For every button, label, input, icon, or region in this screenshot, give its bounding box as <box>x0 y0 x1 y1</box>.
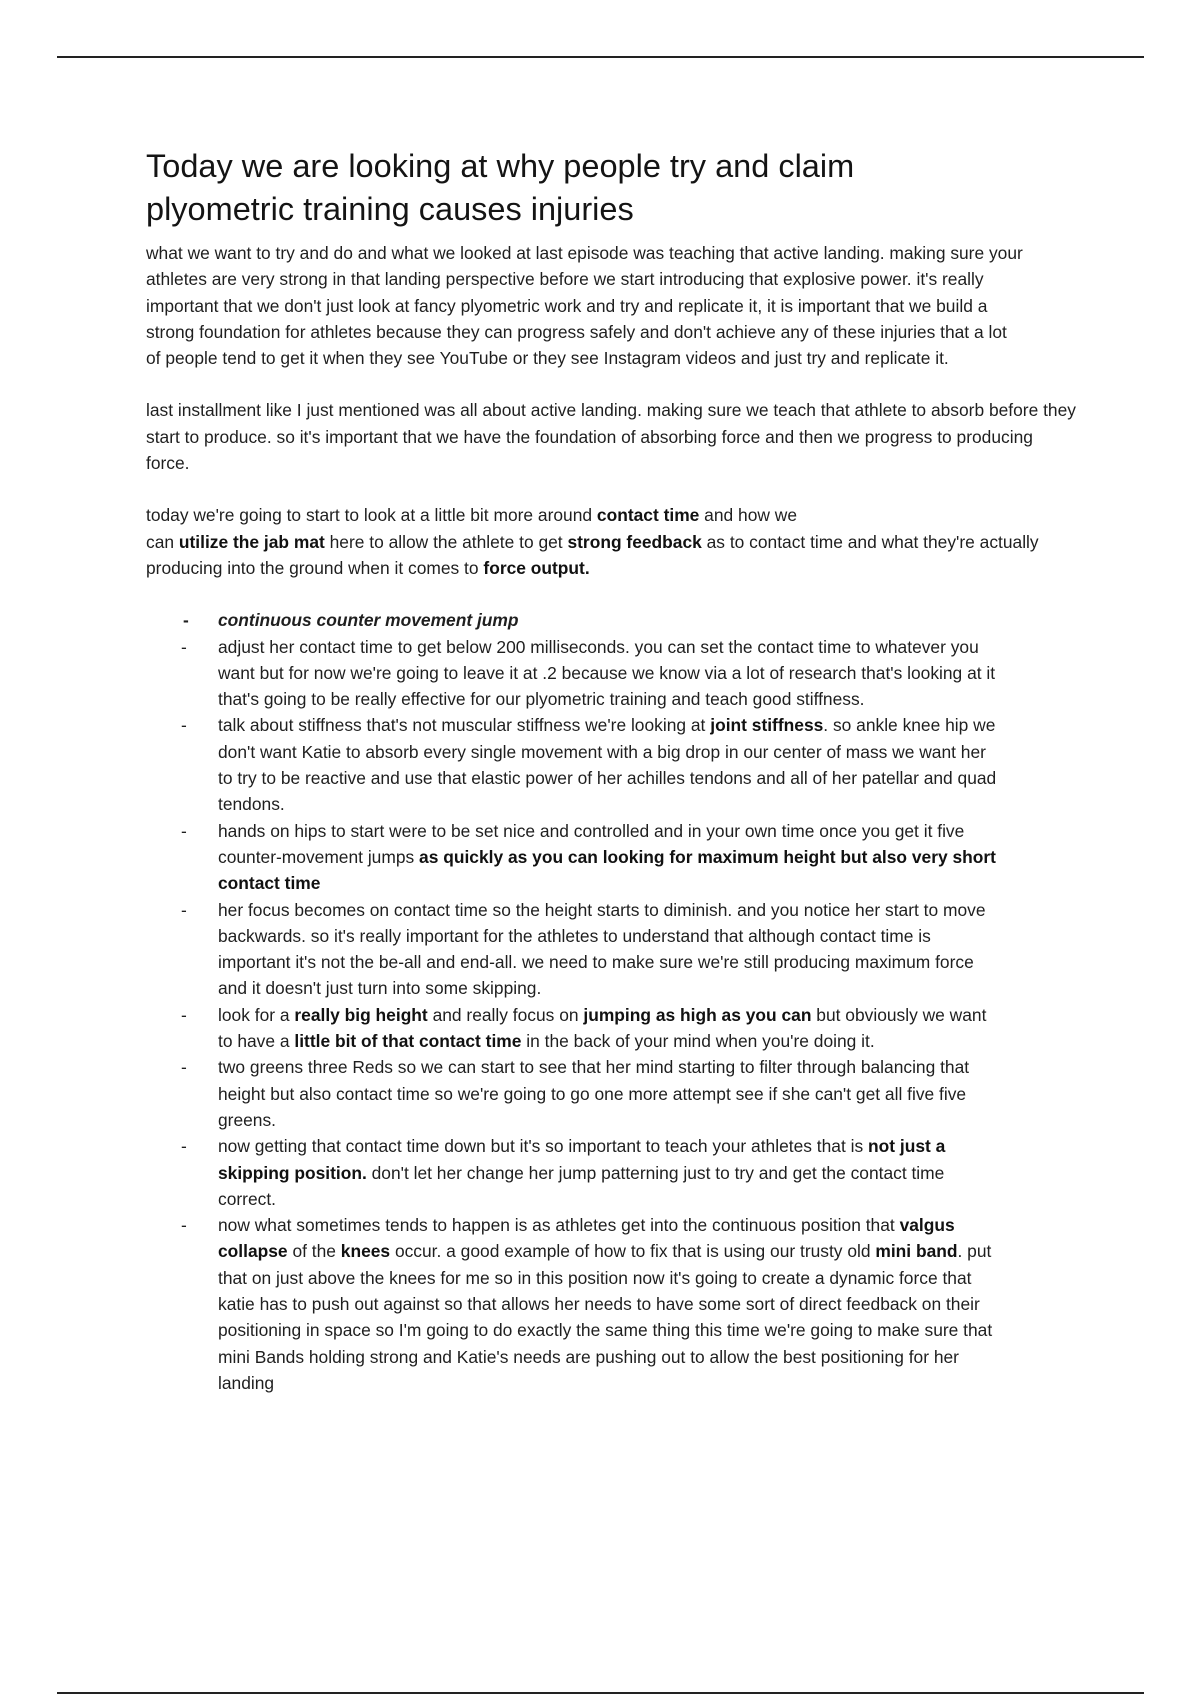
list-item <box>181 712 1005 817</box>
text-run: today we're going to start to look at a little bit more around <box>146 505 597 526</box>
bold-run: as quickly as you can looking for maximum height but also very short contact time <box>218 846 996 894</box>
list-item <box>181 634 1005 713</box>
text-run: and really focus on <box>427 1004 584 1025</box>
bullet-dash: - <box>181 1004 187 1025</box>
list-item <box>181 1133 1005 1212</box>
exercise-notes <box>181 634 1005 1397</box>
bold-run: utilize the jab mat <box>178 531 325 552</box>
text-run: don't let her change her jump patterning just to try and get the contact time correct. <box>218 1162 945 1209</box>
text-run: of the <box>287 1241 341 1262</box>
text-run: in the back of your mind when you're doing it. <box>521 1031 875 1052</box>
text-run: two greens three Reds so we can start to see that her mind starting to filter through balancing that height but also contact time so we're going to go one more attempt see if she can't get all five five greens. <box>218 1057 970 1130</box>
paragraph-gap <box>146 581 1076 607</box>
bullet-dash: - <box>181 820 187 841</box>
bullet-dash: - <box>181 1057 187 1078</box>
exercise-list <box>146 607 1076 633</box>
text-run: but obviously we want to have a <box>218 1004 987 1052</box>
text-run: talk about stiffness that's not muscular stiffness we're looking at <box>218 715 711 736</box>
intro-paragraph <box>146 240 1026 371</box>
recap-paragraph: last installment like I just mentioned was all about active landing. making sure we teach that athlete to absorb before they start to produce. so it's important that we have the foundation of absorbing force and then we progress to producing force. <box>146 400 1076 474</box>
list-item <box>181 1002 1005 1055</box>
bold-run: not just a skipping position. <box>218 1136 946 1183</box>
document-body <box>146 145 1076 1396</box>
text-run: as to contact time and what they're actually producing into the ground when it comes to <box>146 531 1039 578</box>
paragraph-gap <box>146 371 1076 397</box>
bullet-dash: - <box>183 610 189 631</box>
bullet-dash: - <box>181 1136 187 1157</box>
list-item <box>181 1212 1005 1396</box>
text-run: . so ankle knee hip we don't want Katie to absorb every single movement with a big drop in our center of mass we want her to try to be reactive and use that elastic power of her achilles tendons and all of her patellar and quad tendons. <box>218 715 997 815</box>
bullet-dash: - <box>181 899 187 920</box>
bold-run: valgus collapse <box>218 1215 955 1262</box>
text-run: now what sometimes tends to happen is as athletes get into the continuous position that <box>218 1215 900 1236</box>
bottom-rule <box>57 1692 1144 1694</box>
text-run: here to allow the athlete to get <box>324 531 568 552</box>
text-run: her focus becomes on contact time so the height starts to diminish. and you notice her start to move backwards. so it's really important for the athletes to understand that although contact time is important it's not the be-all and end-all. we need to make sure we're still producing maximum force and it doesn't just turn into some skipping. <box>218 899 986 999</box>
intro-line-1: what we want to try and do and what we looked at last episode was teaching that active landing. making sure your athletes are very strong in that landing perspective before we start introducing that explosive power. it's really important that we don't just look at fancy plyometric work and try and replicate it, it is important that we build a strong foundation for athletes because they can progress safely and don't achieve any of these injuries that a lot <box>146 243 1023 342</box>
text-run: look for a <box>218 1004 295 1025</box>
today-paragraph <box>146 502 1076 581</box>
bullet-dash: - <box>181 636 187 657</box>
text-run: and how we <box>699 505 797 526</box>
text-run: . put that on just above the knees for me so in this position now it's going to create a dynamic force that katie has to push out against so that allows her needs to have some sort of direct feedback on their positioning in space so I'm going to do exactly the same thing this time we're going to make sure that mini Bands holding strong and Katie's needs are pushing out to allow the best positioning for her landing <box>218 1241 993 1393</box>
text-run: occur. a good example of how to fix that is using our trusty old <box>390 1241 876 1262</box>
intro-line-2: of people tend to get it when they see YouTube or they see Instagram videos and just try and replicate it. <box>146 348 949 369</box>
bold-run: jumping as high as you can <box>583 1004 812 1025</box>
text-run: adjust her contact time to get below 200 milliseconds. you can set the contact time to whatever you want but for now we're going to leave it at .2 because we know via a lot of research that's looking at it that's going to be really effective for our plyometric training and teach good stiffness. <box>218 636 996 710</box>
list-item <box>181 1054 1005 1133</box>
bold-run: force output. <box>483 557 590 578</box>
text-run: hands on hips to start were to be set nice and controlled and in your own time once you get it five counter-movement jumps <box>218 820 965 867</box>
bullet-dash: - <box>181 715 187 736</box>
text-run: now getting that contact time down but it's so important to teach your athletes that is <box>218 1136 869 1157</box>
top-rule <box>57 56 1144 58</box>
bold-run: knees <box>340 1241 391 1262</box>
text-run: can <box>146 531 179 552</box>
bullet-dash: - <box>181 1215 187 1236</box>
list-item <box>181 818 1005 897</box>
list-item <box>181 897 1005 1002</box>
page-title: Today we are looking at why people try and claim plyometric training causes injuries <box>146 148 855 227</box>
bold-run: mini band <box>875 1241 958 1262</box>
exercise-heading: continuous counter movement jump <box>218 610 519 631</box>
list-item <box>146 607 1076 633</box>
bold-run: contact time <box>596 505 700 526</box>
bold-run: joint stiffness <box>710 715 824 736</box>
bold-run: strong feedback <box>567 531 702 552</box>
bold-run: really big height <box>294 1004 428 1025</box>
bold-run: little bit of that contact time <box>294 1031 522 1052</box>
paragraph-gap <box>146 476 1076 502</box>
